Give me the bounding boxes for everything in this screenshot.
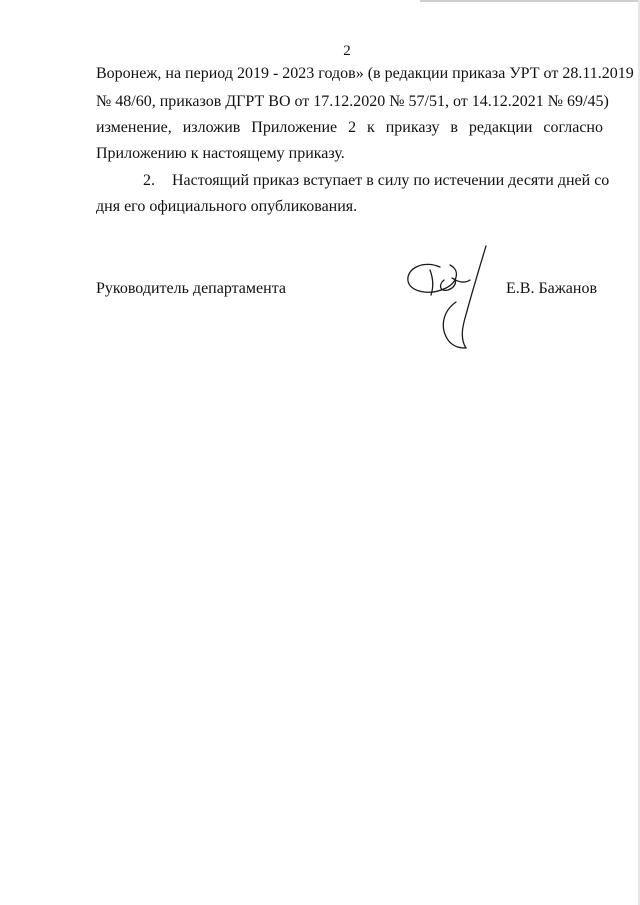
item-2-line-1: Настоящий приказ вступает в силу по истечении десяти дней со (172, 172, 610, 189)
scan-top-edge (420, 0, 640, 2)
handwritten-signature (400, 240, 500, 355)
paragraph-1-line-4: Приложению к настоящему приказу. (96, 145, 345, 162)
signer-position: Руководитель департамента (96, 280, 286, 297)
paragraph-1-line-2: № 48/60, приказов ДГРТ ВО от 17.12.2020 № 57/51, от 14.12.2021 № 69/45) (96, 93, 609, 110)
signer-name: Е.В. Бажанов (506, 280, 598, 297)
item-2-number: 2. (143, 172, 155, 189)
item-2-line-2: дня его официального опубликования. (96, 198, 358, 215)
page-number: 2 (343, 43, 351, 59)
paragraph-1-line-1: Воронеж, на период 2019 - 2023 годов» (в редакции приказа УРТ от 28.11.2019 (96, 65, 634, 82)
paragraph-1-line-3: изменение, изложив Приложение 2 к приказу в редакции согласно (96, 119, 603, 136)
